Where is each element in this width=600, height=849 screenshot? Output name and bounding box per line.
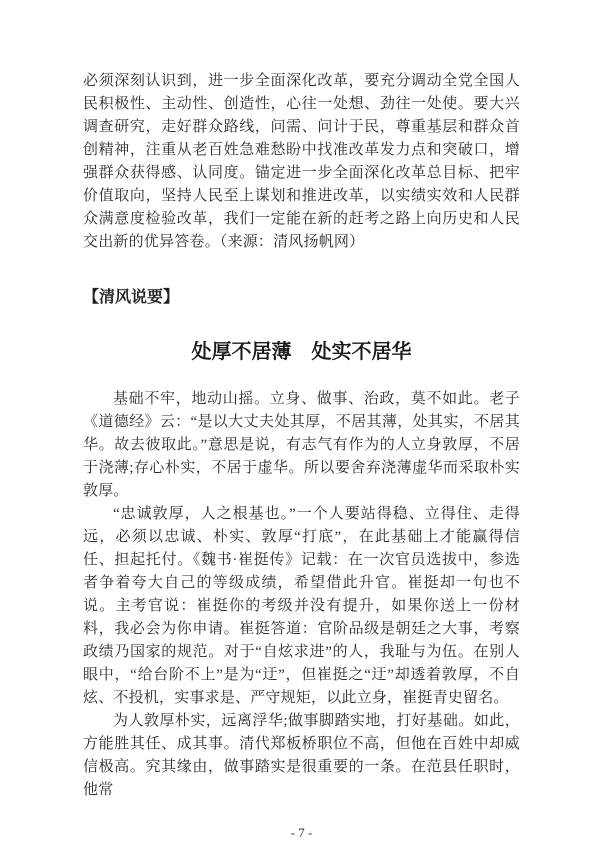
article-body (83, 388, 520, 802)
article-title: 处厚不居薄 处实不居华 (191, 341, 412, 363)
article-paragraph-1: 基础不牢，地动山摇。立身、做事、治政，莫不如此。老子《道德经》云：“是以大丈夫处其厚，不居其薄，处其实，不居其华。故去彼取此。”意思是说，有志气有作为的人立身敦厚，不居于浇薄;存心朴实，不居于虚华。所以要舍弃浇薄虚华而采取朴实敦厚。 (83, 391, 520, 499)
page-number: - 7 - (290, 825, 313, 840)
article-paragraph-2: “忠诚敦厚，人之根基也。”一个人要站得稳、立得住、走得远，必须以忠诚、朴实、敦厚“打底”，在此基础上才能赢得信任、担起托付。《魏书·崔挺传》记载：在一次官员选拔中，参选者争着夸大自己的等级成绩，希望借此升官。崔挺却一句也不说。主考官说：崔挺你的考级并没有提升，如果你送上一份材料，我必会为你申请。崔挺答道：官阶品级是朝廷之大事，考察政绩乃国家的规范。对于“自炫求进”的人，我耻与为伍。在别人眼中，“给台阶不上”是为“迂”，但崔挺之“迂”却透着敦厚，不自炫、不投机，实事求是、严守规矩，以此立身，崔挺青史留名。 (83, 506, 520, 706)
section-label: 【清风说要】 (83, 289, 180, 306)
intro-paragraph: 必须深刻认识到，进一步全面深化改革，要充分调动全党全国人民积极性、主动性、创造性，心往一处想、劲往一处使。要大兴调查研究，走好群众路线，问需、问计于民，尊重基层和群众首创精神，注重从老百姓急难愁盼中找准改革发力点和突破口，增强群众获得感、认同度。锚定进一步全面深化改革总目标、把牢价值取向，坚持人民至上谋划和推进改革，以实绩实效和人民群众满意度检验改革，我们一定能在新的赶考之路上向历史和人民交出新的优异答卷。（来源：清风扬帆网） (83, 73, 520, 250)
article-paragraph-3: 为人敦厚朴实，远离浮华;做事脚踏实地，打好基础。如此，方能胜其任、成其事。清代郑板桥职位不高，但他在百姓中却威信极高。究其缘由，做事踏实是很重要的一条。在范县任职时，他常 (83, 713, 520, 798)
